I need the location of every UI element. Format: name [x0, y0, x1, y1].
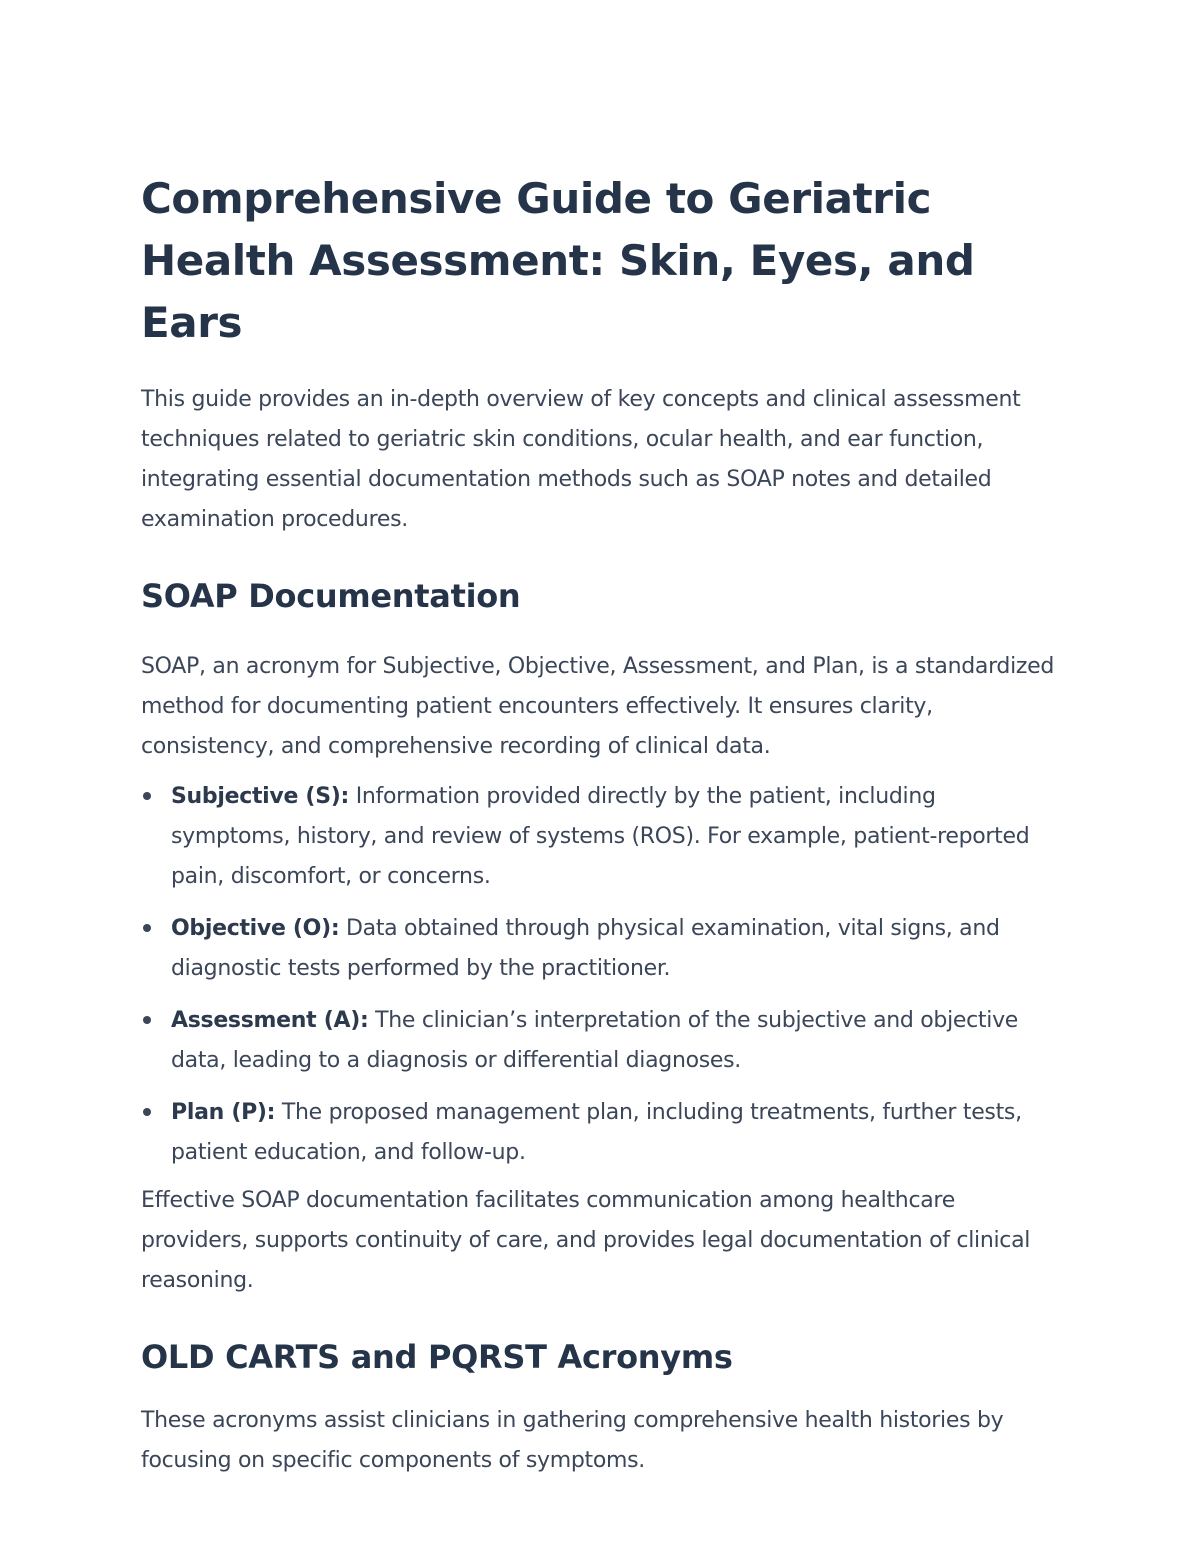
list-item-plan — [171, 1093, 1061, 1173]
list-item-term: Plan (P): — [171, 1100, 276, 1125]
bullet-icon — [143, 924, 151, 932]
document-page — [141, 168, 1061, 1481]
bullet-icon — [143, 792, 151, 800]
bullet-icon — [143, 1108, 151, 1116]
list-item-term: Subjective (S): — [171, 784, 349, 809]
list-item-text: The clinician’s interpretation of the subjective and objective data, leading to a diagnosis or differential diagnoses. — [171, 1008, 1019, 1073]
acronyms-heading: OLD CARTS and PQRST Acronyms — [141, 1338, 733, 1376]
soap-closing-paragraph: Effective SOAP documentation facilitates communication among healthcare providers, supports continuity of care, and provides legal documentation of clinical reasoning. — [141, 1188, 1031, 1293]
document-title: Comprehensive Guide to Geriatric Health Assessment: Skin, Eyes, and Ears — [141, 174, 975, 347]
list-item-term: Objective (O): — [171, 916, 340, 941]
acronyms-description: These acronyms assist clinicians in gathering comprehensive health histories by focusing on specific components of symptoms. — [141, 1408, 1004, 1473]
list-item-subjective — [171, 777, 1061, 897]
intro-paragraph: This guide provides an in-depth overview of key concepts and clinical assessment techniques related to geriatric skin conditions, ocular health, and ear function, integrating essential documentation methods such as SOAP notes and detailed examination procedures. — [141, 387, 1021, 532]
list-item-term: Assessment (A): — [171, 1008, 369, 1033]
list-item-text: The proposed management plan, including treatments, further tests, patient education, and follow-up. — [171, 1100, 1022, 1165]
list-item-objective — [171, 909, 1061, 989]
list-item-assessment — [171, 1001, 1061, 1081]
bullet-icon — [143, 1016, 151, 1024]
soap-description: SOAP, an acronym for Subjective, Objective, Assessment, and Plan, is a standardized method for documenting patient encounters effectively. It ensures clarity, consistency, and comprehensive recording of clinical data. — [141, 654, 1055, 759]
soap-list — [141, 777, 1061, 1173]
list-item-text: Information provided directly by the patient, including symptoms, history, and review of systems (ROS). For example, patient-reported pain, discomfort, or concerns. — [171, 784, 1030, 889]
soap-heading: SOAP Documentation — [141, 577, 521, 615]
list-item-text: Data obtained through physical examination, vital signs, and diagnostic tests performed by the practitioner. — [171, 916, 1000, 981]
